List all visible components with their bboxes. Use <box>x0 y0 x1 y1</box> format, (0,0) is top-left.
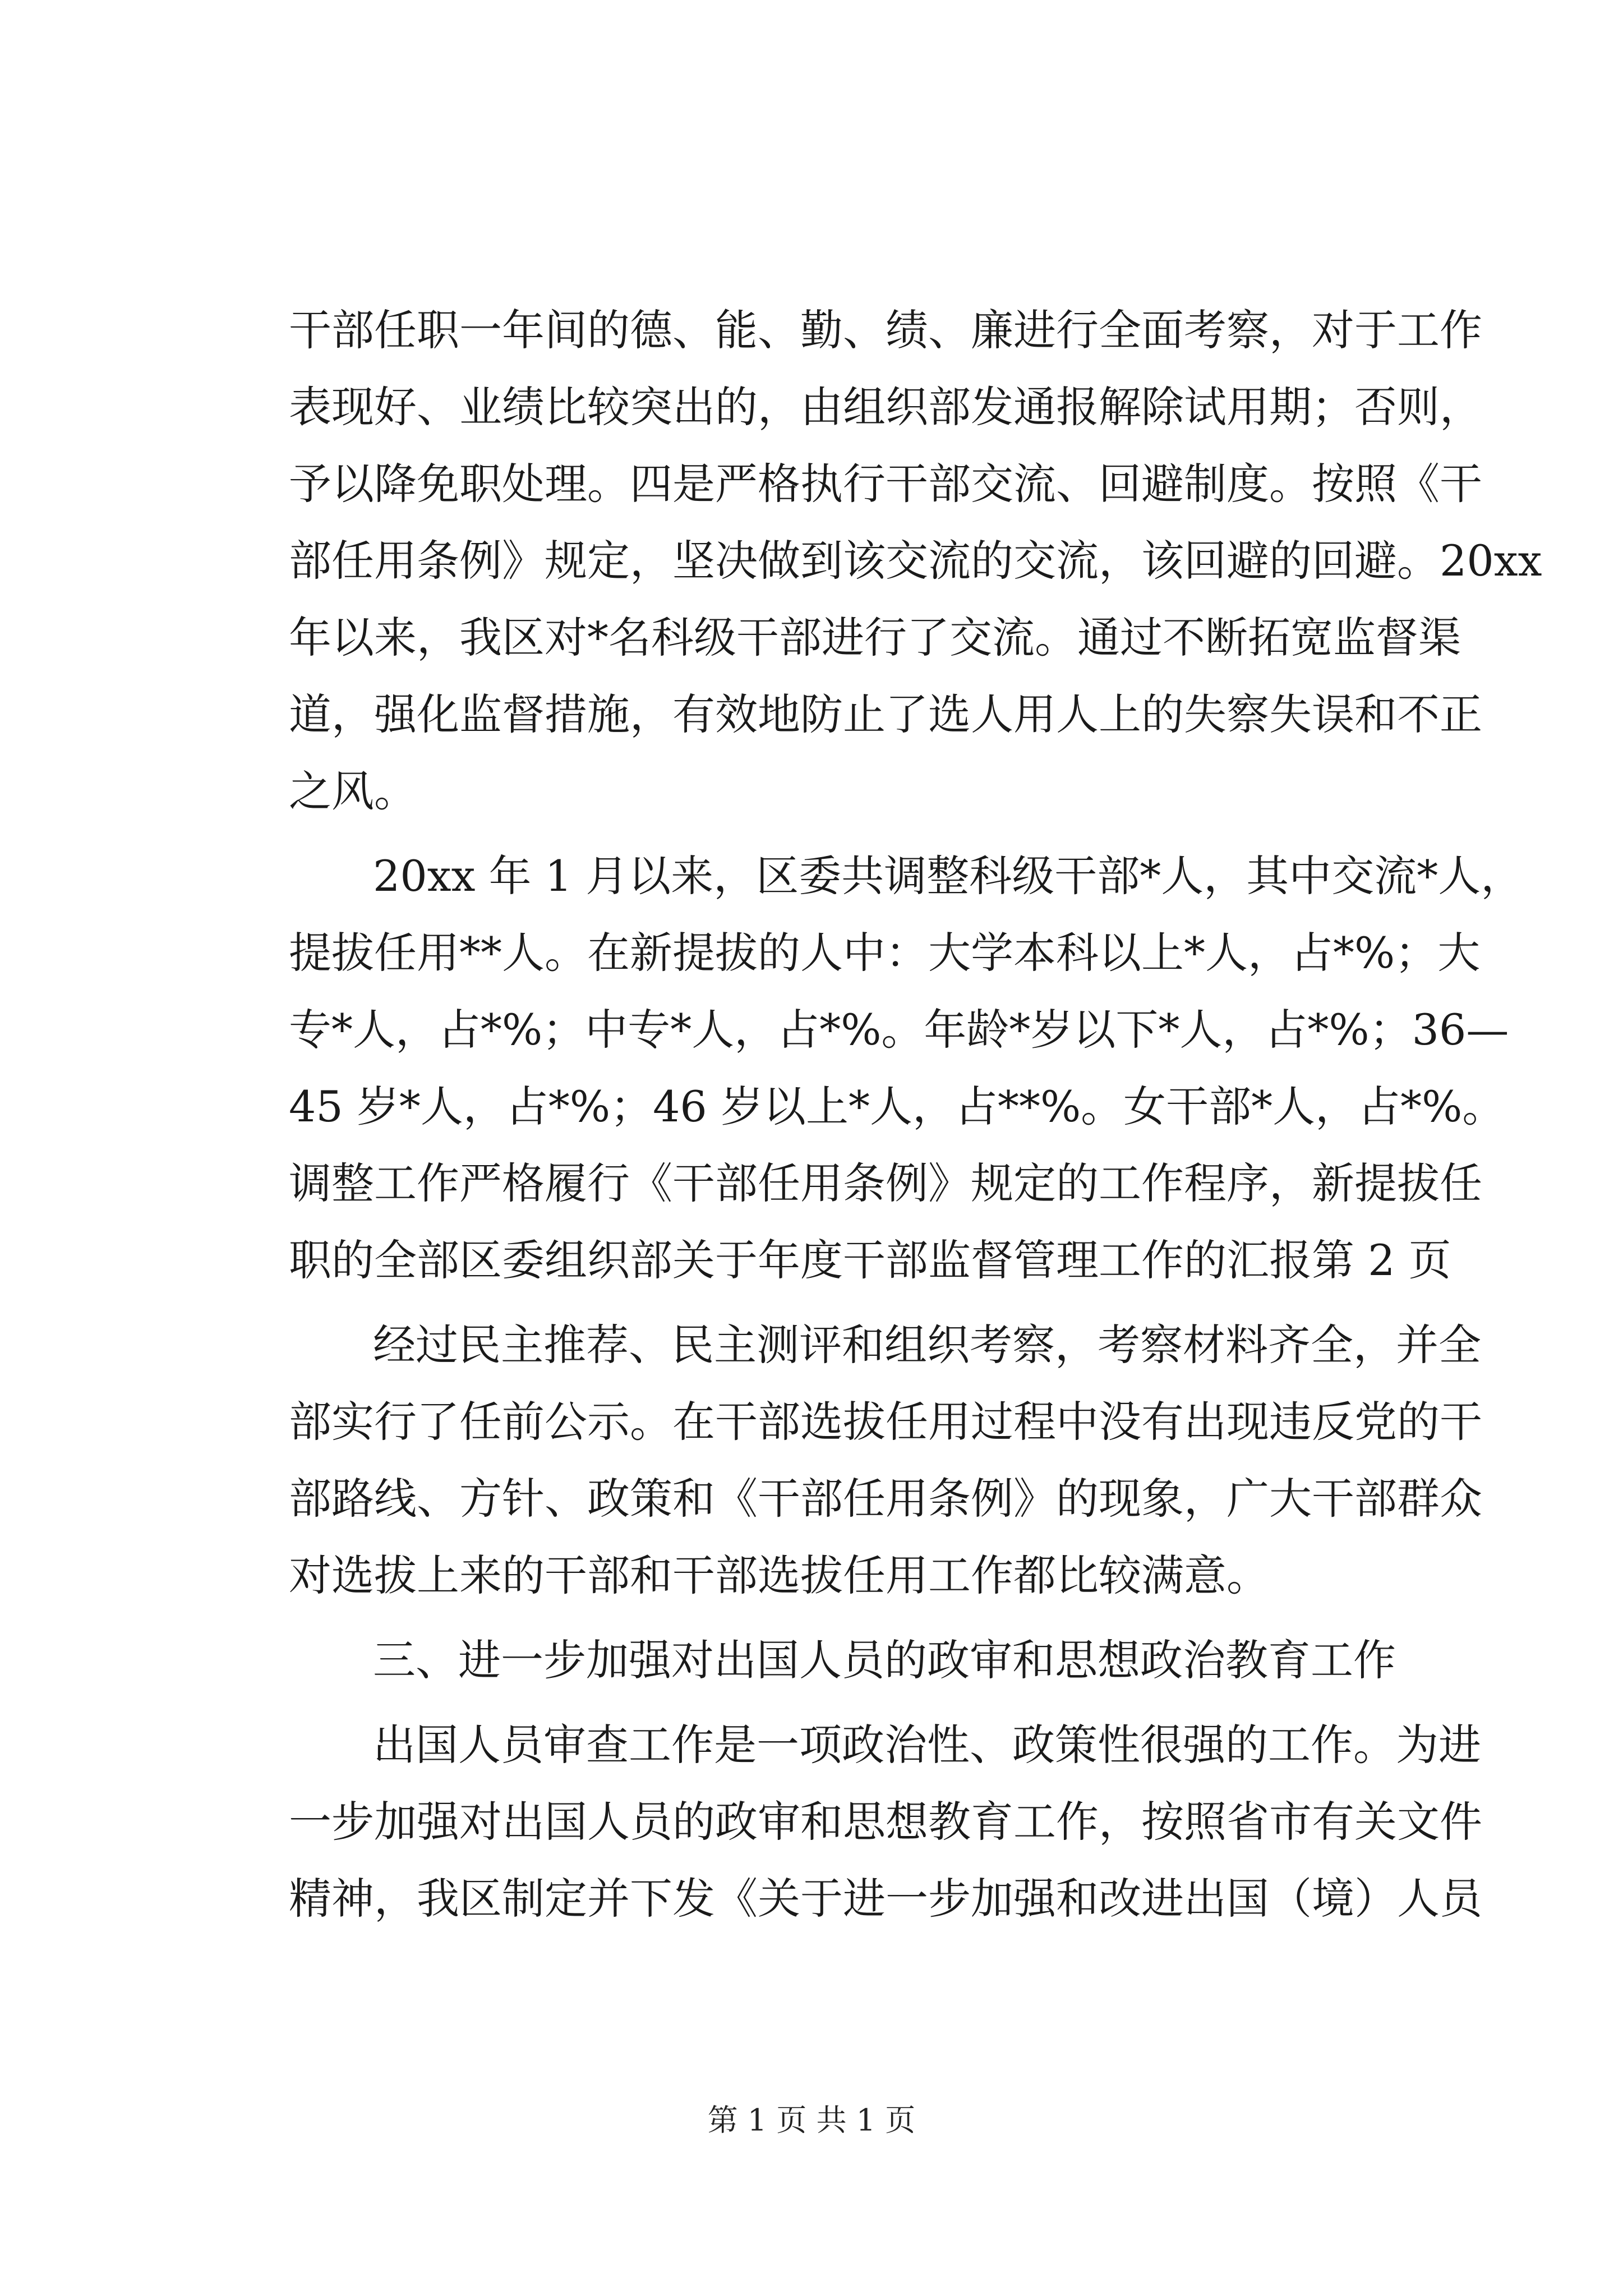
paragraph <box>289 1306 1482 1614</box>
text-line: 部实行了任前公示。在干部选拔任用过程中没有出现违反党的干 <box>289 1397 1482 1447</box>
text-line: 出国人员审查工作是一项政治性、政策性很强的工作。为进 <box>373 1720 1481 1770</box>
text-line: 三、进一步加强对出国人员的政审和思想政治教育工作 <box>373 1635 1396 1685</box>
paragraph <box>289 292 1542 830</box>
text-line: 职的全部区委组织部关于年度干部监督管理工作的汇报第 2 页 <box>289 1235 1451 1285</box>
text-line: 对选拔上来的干部和干部选拔任用工作都比较满意。 <box>289 1550 1269 1600</box>
text-line: 专*人，占*%；中专*人，占*%。年龄*岁以下*人，占*%；36— <box>289 1005 1509 1055</box>
text-line: 之风。 <box>289 766 417 816</box>
paragraph <box>289 1706 1482 1937</box>
text-line: 予以降免职处理。四是严格执行干部交流、回避制度。按照《干 <box>289 459 1482 509</box>
text-line: 道，强化监督措施，有效地防止了选人用人上的失察失误和不正 <box>289 689 1482 739</box>
text-line: 提拔任用**人。在新提拔的人中：大学本科以上*人，占*%；大 <box>289 928 1481 978</box>
text-line: 部路线、方针、政策和《干部任用条例》的现象，广大干部群众 <box>289 1474 1482 1524</box>
text-line: 表现好、业绩比较突出的，由组织部发通报解除试用期；否则， <box>289 382 1482 432</box>
page-footer: 第 1 页 共 1 页 <box>707 2102 916 2138</box>
text-line: 干部任职一年间的德、能、勤、绩、廉进行全面考察，对于工作 <box>289 305 1482 355</box>
text-line: 一步加强对出国人员的政审和思想教育工作，按照省市有关文件 <box>289 1797 1482 1847</box>
text-line: 20xx 年 1 月以来，区委共调整科级干部*人，其中交流*人， <box>373 851 1524 901</box>
text-line: 经过民主推荐、民主测评和组织考察，考察材料齐全，并全 <box>373 1320 1481 1370</box>
paragraph <box>289 838 1524 1299</box>
text-line: 部任用条例》规定，坚决做到该交流的交流，该回避的回避。20xx <box>289 536 1542 586</box>
text-line: 年以来，我区对*名科级干部进行了交流。通过不断拓宽监督渠 <box>289 613 1461 662</box>
document-body <box>289 292 1542 1945</box>
text-line: 精神，我区制定并下发《关于进一步加强和改进出国（境）人员 <box>289 1874 1482 1924</box>
text-line: 调整工作严格履行《干部任用条例》规定的工作程序，新提拔任 <box>289 1158 1482 1208</box>
text-line: 45 岁*人，占*%；46 岁以上*人，占**%。女干部*人，占*%。 <box>289 1082 1505 1131</box>
paragraph <box>289 1622 1402 1699</box>
